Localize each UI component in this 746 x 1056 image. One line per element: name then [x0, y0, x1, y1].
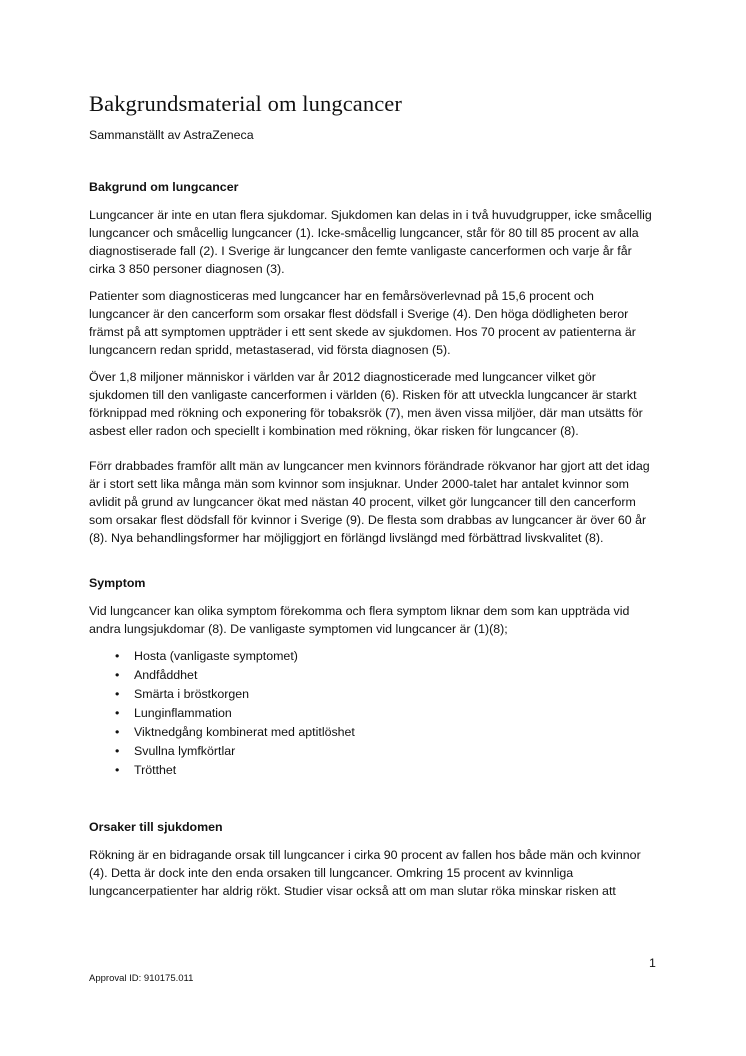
symptom-list — [89, 647, 654, 780]
page-subtitle: Sammanställt av AstraZeneca — [89, 128, 254, 142]
paragraph: Lungcancer är inte en utan flera sjukdomar. Sjukdomen kan delas in i två huvudgrupper, icke småcellig lungcancer och småcellig lungcancer (1). Icke-småcellig lungcancer, står för 80 till 85 procent av alla diagnostiserade fall (2). I Sverige är lungcancer den femte vanligaste cancerformen och varje år får cirka 3 850 personer diagnosen (3). — [89, 208, 652, 276]
section-causes — [89, 818, 654, 900]
paragraph: Över 1,8 miljoner människor i världen var år 2012 diagnosticerade med lungcancer vilket gör sjukdomen till den vanligaste cancerformen i världen (6). Risken för att utveckla lungcancer är starkt förknippad med rökning och exponering för tobaksrök (7), men även vissa miljöer, där man utsätts för asbest eller radon och speciellt i kombination med rökning, ökar risken för lungcancer (8). — [89, 370, 643, 438]
section-heading-causes: Orsaker till sjukdomen — [89, 820, 223, 834]
document-body — [89, 91, 654, 900]
paragraph: Patienter som diagnosticeras med lungcancer har en femårsöverlevnad på 15,6 procent och lungcancer är den cancerform som orsakar flest dödsfall i Sverige (4). Den höga dödligheten beror främst på att symptomen uppträder i ett sent skede av sjukdomen. Hos 70 procent av patienterna är lungcancern redan spridd, metastaserad, vid första diagnosen (5). — [89, 289, 636, 357]
section-heading-symptoms: Symptom — [89, 576, 146, 590]
approval-id: Approval ID: 910175.011 — [89, 973, 194, 984]
bullet-icon: • — [115, 668, 120, 682]
paragraph: Vid lungcancer kan olika symptom förekomma och flera symptom liknar dem som kan uppträda vid andra lungsjukdomar (8). De vanligaste symptomen vid lungcancer är (1)(8); — [89, 604, 630, 636]
bullet-icon: • — [115, 744, 120, 758]
bullet-icon: • — [115, 725, 120, 739]
paragraph: Rökning är en bidragande orsak till lungcancer i cirka 90 procent av fallen hos både män och kvinnor (4). Detta är dock inte den enda orsaken till lungcancer. Omkring 15 procent av kvinnliga lungcancerpatienter har aldrig rökt. Studier visar också att om man slutar röka minskar risken att — [89, 848, 641, 898]
list-item: • Lunginflammation — [89, 704, 654, 723]
bullet-icon: • — [115, 687, 120, 701]
bullet-icon: • — [115, 706, 120, 720]
list-item: • Andfåddhet — [89, 666, 654, 685]
page-number: 1 — [649, 956, 656, 970]
section-symptoms — [89, 574, 654, 780]
bullet-icon: • — [115, 649, 120, 663]
bullet-icon: • — [115, 763, 120, 777]
section-heading-background: Bakgrund om lungcancer — [89, 180, 239, 194]
list-item: • Hosta (vanligaste symptomet) — [89, 647, 654, 666]
list-item: • Svullna lymfkörtlar — [89, 742, 654, 761]
list-item: • Smärta i bröstkorgen — [89, 685, 654, 704]
paragraph: Förr drabbades framför allt män av lungcancer men kvinnors förändrade rökvanor har gjort att det idag är i stort sett lika många män som kvinnor som insjuknar. Under 2000-talet har antalet kvinnor som avlidit på grund av lungcancer ökat med nästan 40 procent, vilket gör lungcancer till den cancerform som orsakar flest dödsfall för kvinnor i Sverige (9). De flesta som drabbas av lungcancer är över 60 år (8). Nya behandlingsformer har möjliggjort en förlängd livslängd med förbättrad livskvalitet (8). — [89, 459, 650, 545]
list-item: • Viktnedgång kombinerat med aptitlöshet — [89, 723, 654, 742]
page-title: Bakgrundsmaterial om lungcancer — [89, 91, 402, 116]
list-item: • Trötthet — [89, 761, 654, 780]
section-background — [89, 178, 654, 547]
